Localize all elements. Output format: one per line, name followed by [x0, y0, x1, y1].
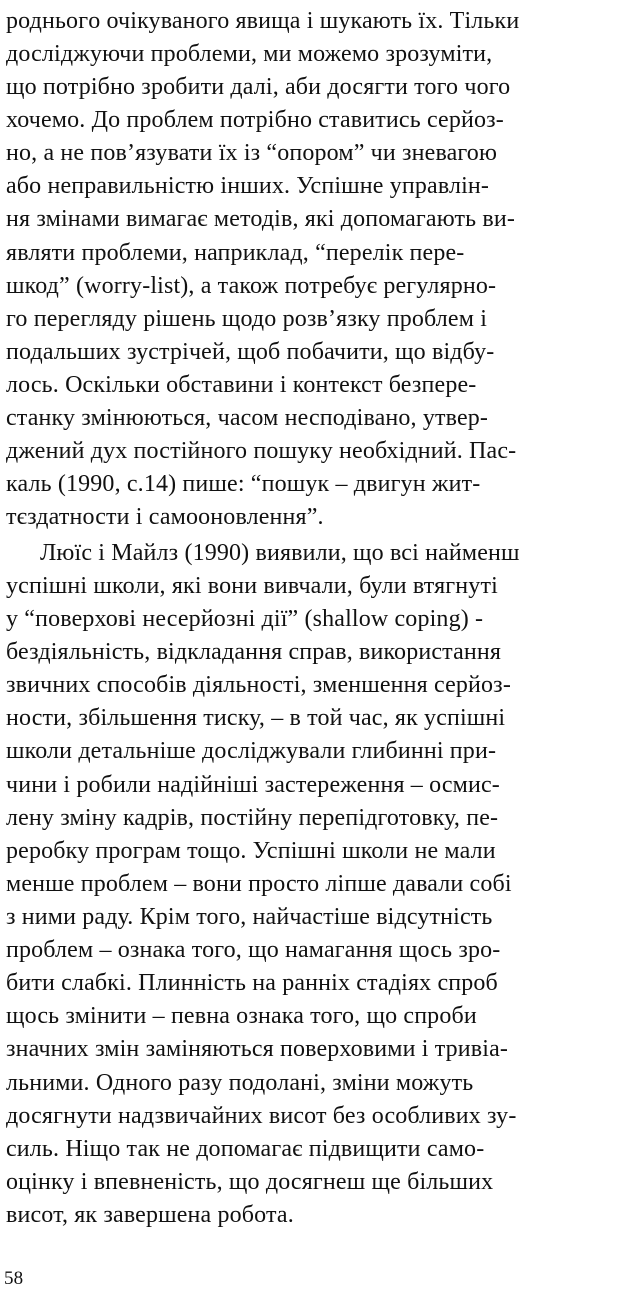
- text-line: являти проблеми, наприклад, “перелік пере-: [6, 240, 465, 266]
- text-line: хочемо. До проблем потрібно ставитись серйоз-: [6, 107, 504, 133]
- text-line: каль (1990, с.14) пише: “пошук – двигун жит-: [6, 471, 481, 497]
- text-line: або неправильністю інших. Успішне управлін-: [6, 173, 490, 199]
- text-line: менше проблем – вони просто ліпше давали собі: [6, 871, 512, 897]
- text-line: лось. Оскільки обставини і контекст безпере-: [6, 372, 477, 398]
- text-line: подальших зустрічей, щоб побачити, що відбу-: [6, 339, 495, 365]
- text-line: го перегляду рішень щодо розв’язку проблем і: [6, 306, 488, 332]
- text-line: досягнути надзвичайних висот без особливих зу-: [6, 1103, 517, 1129]
- text-line: лену зміну кадрів, постійну перепідготовку, пе-: [6, 805, 499, 831]
- text-line: чини і робили надійніші застереження – осмис-: [6, 772, 500, 798]
- text-line: льними. Одного разу подолані, зміни можуть: [6, 1070, 474, 1096]
- text-line: значних змін заміняються поверховими і тривіа-: [6, 1036, 509, 1062]
- text-line: проблем – ознака того, що намагання щось зро-: [6, 937, 501, 963]
- text-line: успішні школи, які вони вивчали, були втягнуті: [6, 573, 498, 599]
- text-line: станку змінюються, часом несподівано, утвер-: [6, 405, 489, 431]
- text-line: школи детальніше досліджували глибинні при-: [6, 738, 497, 764]
- text-line: ня змінами вимагає методів, які допомагають ви-: [6, 206, 515, 232]
- text-line: тєздатности і самооновлення”.: [6, 504, 324, 530]
- text-line: бездіяльність, відкладання справ, використання: [6, 639, 502, 665]
- text-line: з ними раду. Крім того, найчастіше відсутність: [6, 904, 493, 930]
- text-line: у “поверхові несерйозні дії” (shallow coping) -: [6, 606, 484, 632]
- text-line: реробку програм тощо. Успішні школи не мали: [6, 838, 496, 864]
- paragraph-first-line: Люїс і Майлз (1990) виявили, що всі найменш: [40, 540, 520, 566]
- text-line: оцінку і впевненість, що досягнеш ще більших: [6, 1169, 494, 1195]
- text-line: щось змінити – певна ознака того, що спроби: [6, 1003, 477, 1029]
- text-line: звичних способів діяльності, зменшення серйоз-: [6, 672, 511, 698]
- text-line: но, а не пов’язувати їх із “опором” чи зневагою: [6, 140, 498, 166]
- text-line: силь. Ніщо так не допомагає підвищити само-: [6, 1136, 485, 1162]
- page-number: 58: [4, 1268, 24, 1289]
- text-line: джений дух постійного пошуку необхідний. Пас-: [6, 438, 517, 464]
- text-line: ности, збільшення тиску, – в той час, як успішні: [6, 705, 506, 731]
- text-line: родньогo очікуваного явища і шукають їх. Тільки: [6, 8, 520, 34]
- text-line: шкод” (worry-list), а також потребує регулярно-: [6, 273, 497, 299]
- text-line: що потрібно зробити далі, аби досягти того чого: [6, 74, 511, 100]
- text-line: досліджуючи проблеми, ми можемо зрозуміти,: [6, 41, 493, 67]
- text-line: висот, як завершена робота.: [6, 1202, 294, 1228]
- text-line: бити слабкі. Плинність на ранніх стадіях спроб: [6, 970, 498, 996]
